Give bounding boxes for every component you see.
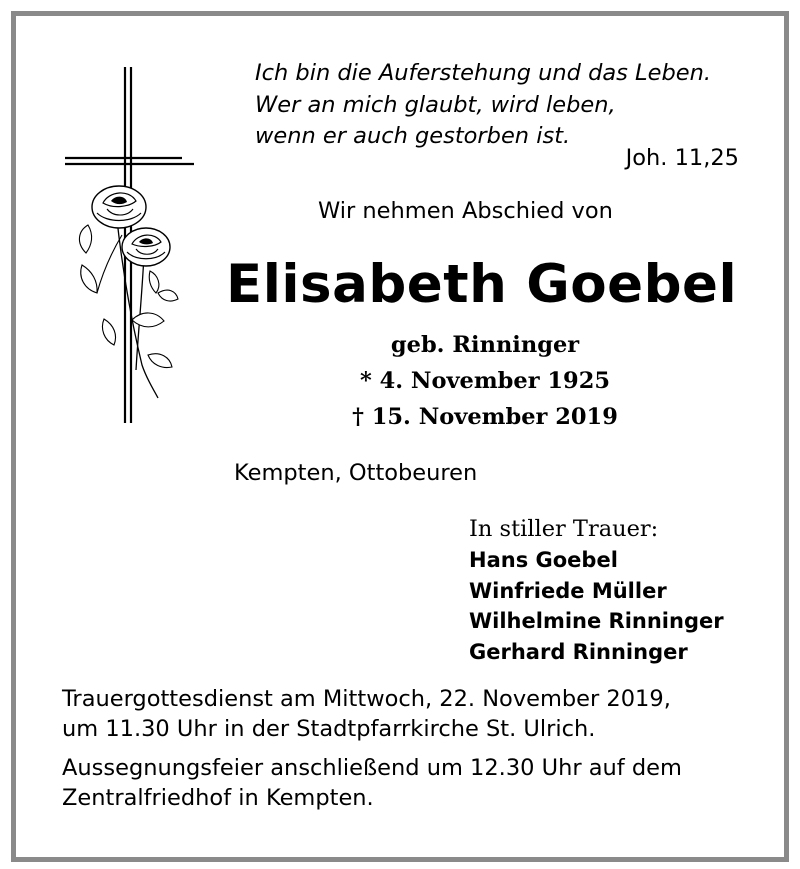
birth-name: geb. Rinninger	[390, 332, 580, 358]
service-line: Trauergottesdienst am Mittwoch, 22. November 2019,	[62, 686, 671, 712]
mourner-name: Winfriede Müller	[469, 578, 667, 603]
service-line: um 11.30 Uhr in der Stadtpfarrkirche St. Ulrich.	[62, 716, 596, 742]
verse-line: wenn er auch gestorben ist.	[255, 123, 571, 149]
service-info	[62, 684, 671, 744]
place: Kempten, Ottobeuren	[234, 460, 478, 486]
mourning-label: In stiller Trauer:	[469, 516, 659, 542]
burial-info	[62, 753, 682, 813]
farewell-intro: Wir nehmen Abschied von	[318, 198, 613, 224]
mourner-name: Hans Goebel	[469, 548, 618, 572]
cross-with-roses-icon	[62, 65, 202, 430]
burial-line: Aussegnungsfeier anschließend um 12.30 Uhr auf dem	[62, 755, 682, 781]
verse-line: Wer an mich glaubt, wird leben,	[255, 91, 616, 118]
death-date: † 15. November 2019	[352, 404, 618, 430]
verse-line: Ich bin die Auferstehung und das Leben.	[255, 60, 711, 86]
deceased-name: Elisabeth Goebel	[226, 254, 738, 315]
bible-verse	[255, 58, 711, 153]
mourners-list	[469, 545, 724, 667]
verse-reference: Joh. 11,25	[625, 145, 739, 171]
mourner-name: Gerhard Rinninger	[469, 639, 688, 664]
burial-line: Zentralfriedhof in Kempten.	[62, 785, 374, 811]
birth-date: * 4. November 1925	[359, 368, 611, 394]
mourner-name: Wilhelmine Rinninger	[469, 609, 724, 633]
